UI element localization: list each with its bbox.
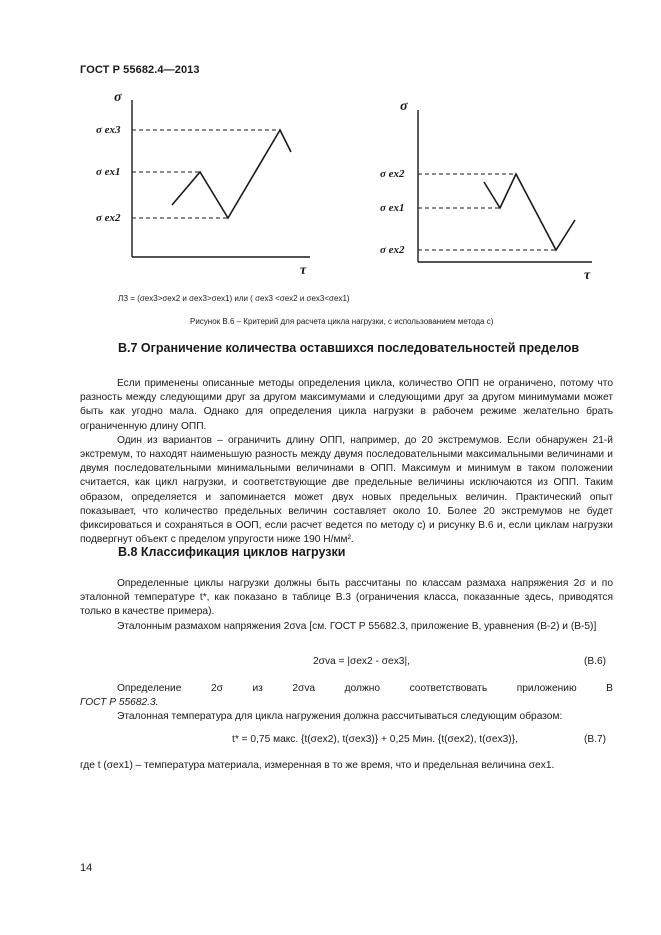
definition-row [80,683,613,694]
definition-word: из [252,683,263,694]
document-header: ГОСТ Р 55682.4—2013 [80,64,200,76]
definition-word: В [606,683,613,694]
left-level-label-ex1: σ ex1 [96,166,121,178]
left-load-curve [172,130,291,218]
left-x-label: τ [300,263,307,278]
section-b8-intro [80,577,613,634]
section-b7-title: В.7 Ограничение количества оставшихся последовательностей пределов [118,341,580,355]
right-level-label-ex2-top: σ ex2 [380,168,405,180]
right-level-label-ex1: σ ex1 [380,202,405,214]
section-b7-paragraph-1: Если применены описанные методы определения цикла, количество ОПП не ограничено, потому что разность между следующими друг за другом максимумами и следующими друг за другом минимумами может быть как угодно мала. Однако для определения цикла нагрузки в рабочем режиме желательно брать ограниченную длину ОПП. [80,378,613,432]
right-x-label: τ [584,268,591,283]
equation-b6-number: (В.6) [584,656,607,667]
section-b7-body [80,377,613,547]
definition-word: 2σva [292,683,316,694]
right-load-curve [484,174,575,250]
left-level-label-ex2: σ ex2 [96,212,121,224]
left-level-label-ex3: σ ex3 [96,124,121,136]
figure-legend: ЛЗ = (σex3>σex2 и σex3>σex1) или ( σex3 <σex2 и σex3<σex1) [118,294,350,303]
equation-b7: t* = 0,75 макс. {t(σex2), t(σex3)} + 0,25 Мин. {t(σex2), t(σex3)}, [232,734,518,745]
section-b7-paragraph-2: Один из вариантов – ограничить длину ОПП, например, до 20 экстремумов. Если обнаружен 21-й экстремум, то находят наименьшую разность между двумя последовательными максимальными величинами и двумя последовательными минимальными величинами в ОПП. Максимум и минимум в таком положении считается, как цикл нагрузки, и соответствующие две предельные величины исключаются из ОПП. Таким образом, определяется и запоминается может двух новых предельных величин. Практический опыт показывает, что количество предельных величин составляет около 10. Более 20 экстремумов не будет фиксироваться и сохраняться в ООП, если расчет ведется по методу с) и рисунку В.6 и, если циклам нагрузки подвергнут объект с пределом упругости ниже 190 Н/мм². [80,434,613,546]
left-y-label: σ [114,90,122,105]
definition-word: 2σ [210,683,223,694]
definition-reference: ГОСТ Р 55682.3. [80,697,159,708]
section-b8-paragraph-3: Эталонная температура для цикла нагружения должна рассчитываться следующим образом: [117,711,563,722]
page-number: 14 [80,862,93,874]
right-level-label-ex2-bottom: σ ex2 [380,244,405,256]
section-b8-paragraph-1: Определенные циклы нагрузки должны быть рассчитаны по классам размаха напряжения 2σ и по эталонной температуре t*, как показано в таблице В.3 (ограничения класса, показанные здесь, приводятся только в качестве примера). [80,578,613,618]
left-chart [132,100,310,257]
section-b8-title: В.8 Классификация циклов нагрузки [118,545,346,559]
where-clause: где t (σex1) – температура материала, измеренная в то же время, что и предельная величина σex1. [80,760,555,771]
equation-b7-number: (В.7) [584,734,607,745]
figure-caption: Рисунок В.6 – Критерий для расчета цикла нагрузки, с использованием метода с) [190,317,494,326]
definition-word: должно [344,683,381,694]
definition-word: приложению [516,683,577,694]
figure-b6 [0,0,661,300]
definition-word: соответствовать [409,683,488,694]
right-y-label: σ [400,99,408,114]
equation-b6: 2σva = |σex2 - σex3|, [313,656,410,667]
right-chart [418,110,592,262]
section-b8-paragraph-2: Эталонным размахом напряжения 2σva [см. ГОСТ Р 55682.3, приложение В, уравнения (В-2) и (В-5)] [117,620,597,632]
definition-word: Определение [117,683,182,694]
